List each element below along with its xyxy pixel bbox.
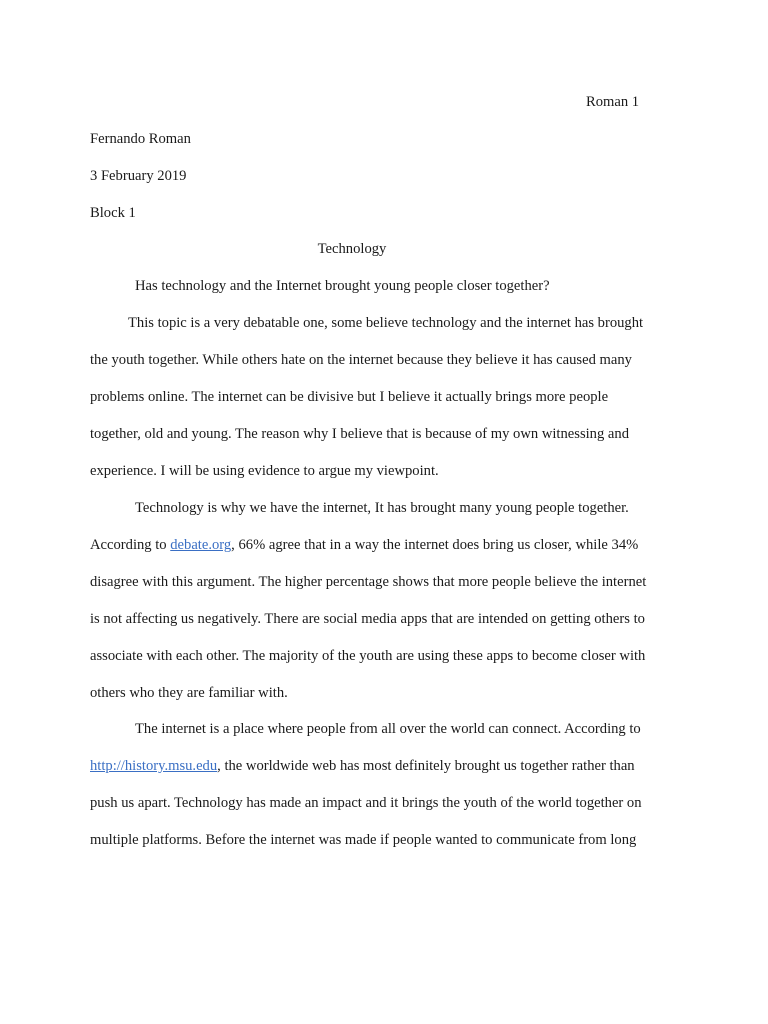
paragraph-1-line-5: experience. I will be using evidence to argue my viewpoint.	[90, 463, 439, 479]
paragraph-3-line-3: push us apart. Technology has made an impact and it brings the youth of the world together on	[90, 795, 642, 811]
paragraph-3-line-4: multiple platforms. Before the internet was made if people wanted to communicate from long	[90, 832, 637, 848]
paragraph-3-line-2-tail: , the worldwide web has most definitely brought us together rather than	[217, 758, 635, 774]
paragraph-1-line-1: This topic is a very debatable one, some believe technology and the internet has brought	[128, 315, 644, 331]
document-date: 3 February 2019	[90, 168, 187, 184]
essay-title: Technology	[317, 241, 387, 257]
paragraph-1-line-3: problems online. The internet can be divisive but I believe it actually brings more people	[90, 389, 609, 405]
paragraph-2-line-6: others who they are familiar with.	[90, 685, 288, 701]
paragraph-2-line-3: disagree with this argument. The higher percentage shows that more people believe the internet	[90, 574, 647, 590]
author-name: Fernando Roman	[90, 131, 191, 147]
essay-question: Has technology and the Internet brought young people closer together?	[135, 278, 550, 294]
paragraph-1-line-2: the youth together. While others hate on the internet because they believe it has caused many	[90, 352, 632, 368]
debate-org-link[interactable]: debate.org	[170, 537, 232, 553]
history-msu-link[interactable]: http://history.msu.edu	[90, 758, 218, 774]
paragraph-2-line-5: associate with each other. The majority of the youth are using these apps to become closer with	[90, 648, 646, 664]
paragraph-1-line-4: together, old and young. The reason why I believe that is because of my own witnessing and	[90, 426, 629, 442]
class-block: Block 1	[90, 205, 136, 221]
paragraph-2-line-2	[90, 536, 638, 554]
paragraph-2-line-4: is not affecting us negatively. There are social media apps that are intended on getting others to	[90, 611, 645, 627]
running-head: Roman 1	[586, 94, 640, 110]
paragraph-3-line-1: The internet is a place where people from all over the world can connect. According to	[135, 721, 641, 737]
paragraph-2-line-2-lead: According to	[90, 537, 171, 553]
paragraph-2-line-1: Technology is why we have the internet, It has brought many young people together.	[135, 500, 629, 516]
paragraph-3-line-2	[90, 757, 635, 775]
paragraph-2-line-2-tail: , 66% agree that in a way the internet does bring us closer, while 34%	[231, 537, 639, 553]
